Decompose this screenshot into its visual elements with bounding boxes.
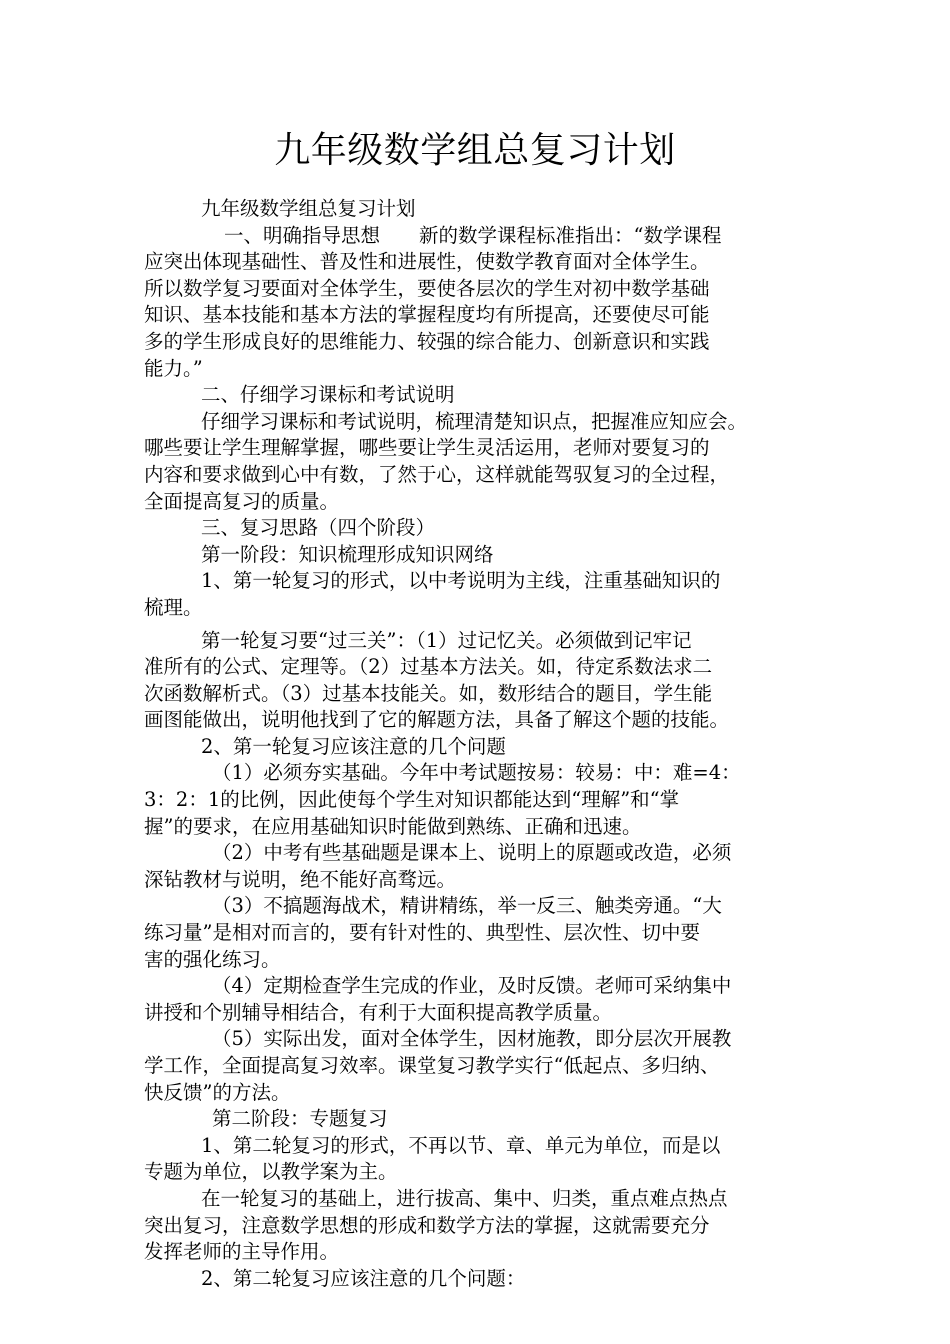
paragraph-line: 握”的要求，在应用基础知识时能做到熟练、正确和迅速。 <box>144 814 642 838</box>
paragraph-line: 害的强化练习。 <box>144 947 281 971</box>
paragraph-line: 仔细学习课标和考试说明，梳理清楚知识点，把握准应知应会。 <box>201 409 748 433</box>
paragraph-line: 深钻教材与说明，绝不能好高骛远。 <box>144 867 457 891</box>
paragraph-line: 应突出体现基础性、普及性和进展性，使数学教育面对全体学生。 <box>144 250 710 274</box>
paragraph-line: 九年级数学组总复习计划 <box>201 197 416 220</box>
list-item: （3）不搞题海战术，精讲精练，举一反三、触类旁通。“大 <box>212 894 722 918</box>
paragraph-line: 讲授和个别辅导相结合，有利于大面积提高教学质量。 <box>144 1000 613 1024</box>
paragraph-line: 发挥老师的主导作用。 <box>144 1240 340 1264</box>
list-item: （5）实际出发，面对全体学生，因材施教，即分层次开展教 <box>212 1027 732 1051</box>
list-item: （1）必须夯实基础。今年中考试题按易：较易：中：难=4： <box>212 761 741 785</box>
paragraph-line: 次函数解析式。（3）过基本技能关。如，数形结合的题目，学生能 <box>144 681 713 705</box>
list-item: （2）中考有些基础题是课本上、说明上的原题或改造，必须 <box>212 841 732 865</box>
paragraph-line: 3：2：1的比例，因此使每个学生对知识都能达到“理解”和“掌 <box>144 788 680 812</box>
paragraph-line: 专题为单位，以教学案为主。 <box>144 1160 398 1184</box>
paragraph-line: 多的学生形成良好的思维能力、较强的综合能力、创新意识和实践 <box>144 329 710 353</box>
list-item: （4）定期检查学生完成的作业，及时反馈。老师可采纳集中 <box>212 974 732 998</box>
document-title: 九年级数学组总复习计划 <box>274 130 676 171</box>
paragraph-line: 准所有的公式、定理等。（2）过基本方法关。如，待定系数法求二 <box>144 655 713 679</box>
paragraph-line: 1、第二轮复习的形式，不再以节、章、单元为单位，而是以 <box>201 1133 721 1157</box>
stage-heading: 第一阶段：知识梳理形成知识网络 <box>201 542 494 566</box>
paragraph-line: 全面提高复习的质量。 <box>144 489 340 513</box>
stage-heading: 第二阶段：专题复习 <box>212 1107 388 1131</box>
paragraph-line: 知识、基本技能和基本方法的掌握程度均有所提高，还要使尽可能 <box>144 303 710 327</box>
paragraph-line: 内容和要求做到心中有数，了然于心，这样就能驾驭复习的全过程， <box>144 462 730 486</box>
paragraph-line: 能力。” <box>144 356 203 380</box>
paragraph-line: 2、第二轮复习应该注意的几个问题： <box>201 1266 526 1290</box>
paragraph-line: 哪些要让学生理解掌握，哪些要让学生灵活运用，老师对要复习的 <box>144 436 710 460</box>
paragraph-line: 练习量”是相对而言的，要有针对性的、典型性、层次性、切中要 <box>144 921 700 945</box>
paragraph-line: 梳理。 <box>144 595 203 619</box>
paragraph-line: 学工作，全面提高复习效率。课堂复习教学实行“低起点、多归纳、 <box>144 1054 720 1077</box>
document-body <box>144 196 824 1292</box>
section-heading: 三、复习思路（四个阶段） <box>201 516 436 540</box>
paragraph-line: 第一轮复习要“过三关”：（1）过记忆关。必须做到记牢记 <box>201 628 692 652</box>
paragraph-line: 1、第一轮复习的形式，以中考说明为主线，注重基础知识的 <box>201 569 721 593</box>
paragraph-line: 突出复习，注意数学思想的形成和数学方法的掌握，这就需要充分 <box>144 1213 710 1237</box>
paragraph-line: 快反馈”的方法。 <box>144 1080 291 1104</box>
paragraph-line: 在一轮复习的基础上，进行拔高、集中、归类，重点难点热点 <box>201 1186 728 1210</box>
paragraph-line: 2、第一轮复习应该注意的几个问题 <box>201 734 506 758</box>
paragraph-line: 一、明确指导思想 新的数学课程标准指出：“数学课程 <box>224 223 722 247</box>
section-heading: 二、仔细学习课标和考试说明 <box>201 383 455 407</box>
paragraph-line: 所以数学复习要面对全体学生，要使各层次的学生对初中数学基础 <box>144 276 710 300</box>
paragraph-line: 画图能做出，说明他找到了它的解题方法，具备了解这个题的技能。 <box>144 708 730 732</box>
